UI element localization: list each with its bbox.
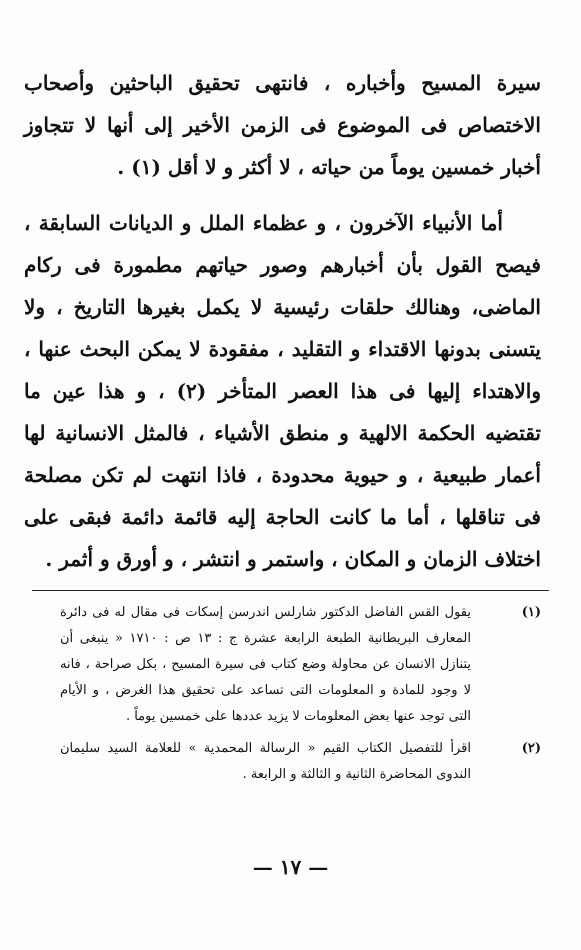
footnote-1: [60, 600, 541, 730]
footnotes: [60, 600, 541, 794]
paragraph-2: أما الأنبياء الآخرون ، و عظماء الملل و الديانات السابقة ، فيصح القول بأن أخبارهم وصور حياتهم مطمورة فى ركام الماضى، وهنالك حلقات رئيسية لا يكمل بغيرها التاريخ ، ولا يتسنى بدونها الاقتداء و التقليد ، مفقودة لا يمكن البحث عنها ، والاهتداء إليها فى هذا العصر المتأخر (٢) ، و هذا عين ما تقتضيه الحكمة الالهية و منطق الأشياء ، فالمثل الانسانية لها أعمار طبيعية ، و حيوية محدودة ، فاذا انتهت لم تكن مصلحة فى تناقلها ، أما ما كانت الحاجة إليه قائمة دائمة فبقى على اختلاف الزمان و المكان ، واستمر و انتشر ، و أورق و أثمر .: [24, 211, 541, 571]
footnote-2: [60, 736, 541, 788]
page-number: — ١٧ —: [252, 855, 329, 879]
main-text-block-2: [24, 202, 541, 580]
footnote-text: يقول القس الفاضل الدكتور شارلس اندرسن إسكات فى مقال له فى دائرة المعارف البريطانية الطبعة الرابعة عشرة ج : ١٣ ص : ١٧١٠ « ينبغى أن يتنازل الانسان عن محاولة وضع كتاب فى سيرة المسيح ، بكل صراحة ، فانه لا وجود للمادة و المعلومات التى تساعد على تحقيق هذا الغرض ، و الأيام التى توجد عنها بعض المعلومات لا يزيد عددها على خمسين يوماً .: [60, 605, 471, 724]
footnote-text: اقرأ للتفصيل الكتاب القيم « الرسالة المحمدية » للعلامة السيد سليمان الندوى المحاضرة الثانية و الثالثة و الرابعة .: [60, 741, 471, 782]
footnote-marker: (٢): [521, 741, 541, 756]
main-text-block-1: [24, 62, 541, 188]
footnote-divider: [32, 590, 549, 591]
paragraph-1: سيرة المسيح وأخباره ، فانتهى تحقيق الباحثين وأصحاب الاختصاص فى الموضوع فى الزمن الأخير إلى أنها لا تتجاوز أخبار خمسين يوماً من حياته ، لا أكثر و لا أقل (١) .: [24, 71, 541, 179]
footnote-marker: (١): [521, 605, 541, 620]
